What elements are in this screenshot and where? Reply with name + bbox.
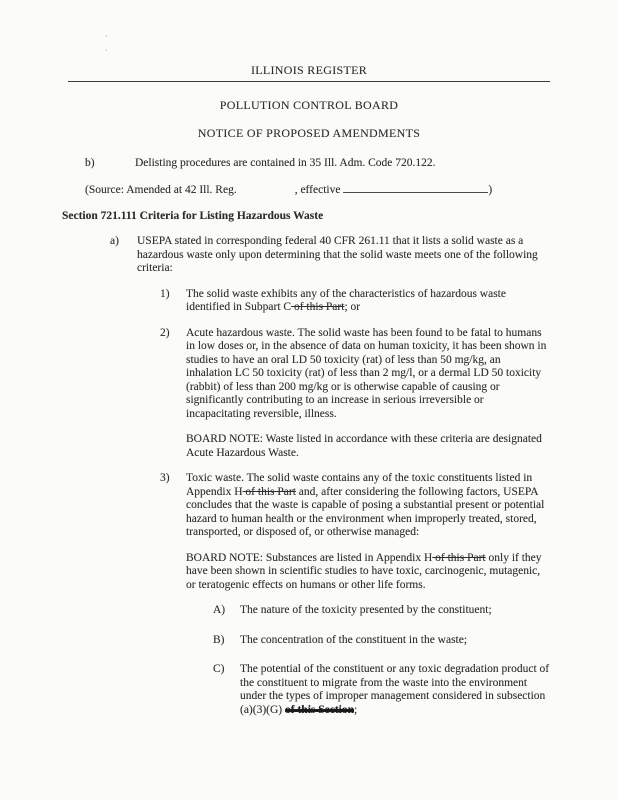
source-effective-label: , effective xyxy=(294,184,341,196)
board-note-item-2: BOARD NOTE: Waste listed in accordance with these criteria are designated Acute Hazardous Waste. xyxy=(186,433,542,459)
item-3-strikethrough: of this Part xyxy=(242,485,296,498)
paragraph-item-1 xyxy=(160,288,547,315)
register-title: ILLINOIS REGISTER xyxy=(250,63,368,77)
item-a-text: USEPA stated in corresponding federal 40 CFR 261.11 that it lists a solid waste as a hazardous waste only upon determining that the solid waste meets one of the following criteria: xyxy=(137,235,538,274)
source-line xyxy=(85,182,547,198)
item-B-label: B) xyxy=(213,633,225,646)
source-prefix: (Source: Amended at 42 Ill. Reg. xyxy=(85,184,237,196)
item-2-text: Acute hazardous waste. The solid waste has been found to be fatal to humans in low doses or, in the absence of data on human toxicity, it has been shown in studies to have an oral LD 50 toxicity (rat) of less than 50 mg/kg, an inhalation LC 50 toxicity (rat) of less than 2 mg/l, or a dermal LD 50 toxicity (rabbit) of less than 200 mg/kg or is otherwise capable of causing or significantly contributing to an increase in serious irreversible or incapacitating reversible, illness. xyxy=(186,326,547,420)
item-b-text: Delisting procedures are contained in 35 Ill. Adm. Code 720.122. xyxy=(135,156,436,169)
paragraph-item-A xyxy=(213,604,553,618)
item-1-text-pre: The solid waste exhibits any of the characteristics of hazardous waste identified in Subpart C xyxy=(186,287,506,313)
item-C-text-post: ; xyxy=(354,703,358,716)
source-close-paren: ) xyxy=(488,184,493,196)
board-title: POLLUTION CONTROL BOARD xyxy=(219,97,399,112)
register-header-rule xyxy=(68,64,550,82)
paragraph-item-a xyxy=(110,235,546,276)
item-C-label: C) xyxy=(213,663,225,675)
item-C-text-pre: The potential of the constituent or any toxic degradation product of the constituent to migrate from the waste into the environment under the types of improper management considered in subsection (a)(3)(G) xyxy=(240,663,550,716)
item-b-label: b) xyxy=(85,156,95,169)
item-1-text-post: ; or xyxy=(344,301,361,313)
item-C-strikethrough: of this Section xyxy=(285,703,355,716)
item-a-label: a) xyxy=(110,235,119,247)
paragraph-item-B xyxy=(213,634,553,648)
item-1-label: 1) xyxy=(160,287,170,300)
item-3-label: 3) xyxy=(160,472,170,484)
item-3-text-pre: Toxic waste. The solid waste contains any of the toxic constituents listed in Appendix H xyxy=(186,472,533,498)
item-2-label: 2) xyxy=(160,326,170,339)
scan-artifact xyxy=(105,30,123,36)
item-C-text xyxy=(240,663,553,717)
item-3-text-post: and, after considering the following factors, USEPA concludes that the waste is capable of posing a substantial present or potential hazard to human health or the environment when improperly treated, stored, transported, or disposed of, or otherwise managed: xyxy=(186,485,545,538)
paragraph-item-2 xyxy=(160,327,547,422)
paragraph-item-C xyxy=(213,663,553,717)
source-blank-effective-date xyxy=(343,182,488,193)
document-body xyxy=(0,157,618,718)
item-1-text xyxy=(186,288,547,315)
item-1-strikethrough: of this Part xyxy=(291,301,345,313)
paragraph-item-3 xyxy=(160,472,547,540)
item-A-text: The nature of the toxicity presented by the constituent; xyxy=(240,604,492,616)
item-A-label: A) xyxy=(213,604,226,616)
item-B-text: The concentration of the constituent in the waste; xyxy=(240,633,468,646)
board-note-item-3 xyxy=(186,552,547,593)
section-heading: Section 721.111 Criteria for Listing Hazardous Waste xyxy=(62,209,324,222)
item-3-text xyxy=(186,472,547,540)
board-note-3-strikethrough: of this Part xyxy=(432,551,486,564)
board-note-3-post: only if they have been shown in scientific studies to have toxic, carcinogenic, mutagenic, or teratogenic effects on humans or other life forms. xyxy=(186,551,542,591)
board-note-3-pre: BOARD NOTE: Substances are listed in Appendix H xyxy=(186,551,433,564)
paragraph-item-b xyxy=(85,157,547,171)
notice-title: NOTICE OF PROPOSED AMENDMENTS xyxy=(197,126,421,140)
